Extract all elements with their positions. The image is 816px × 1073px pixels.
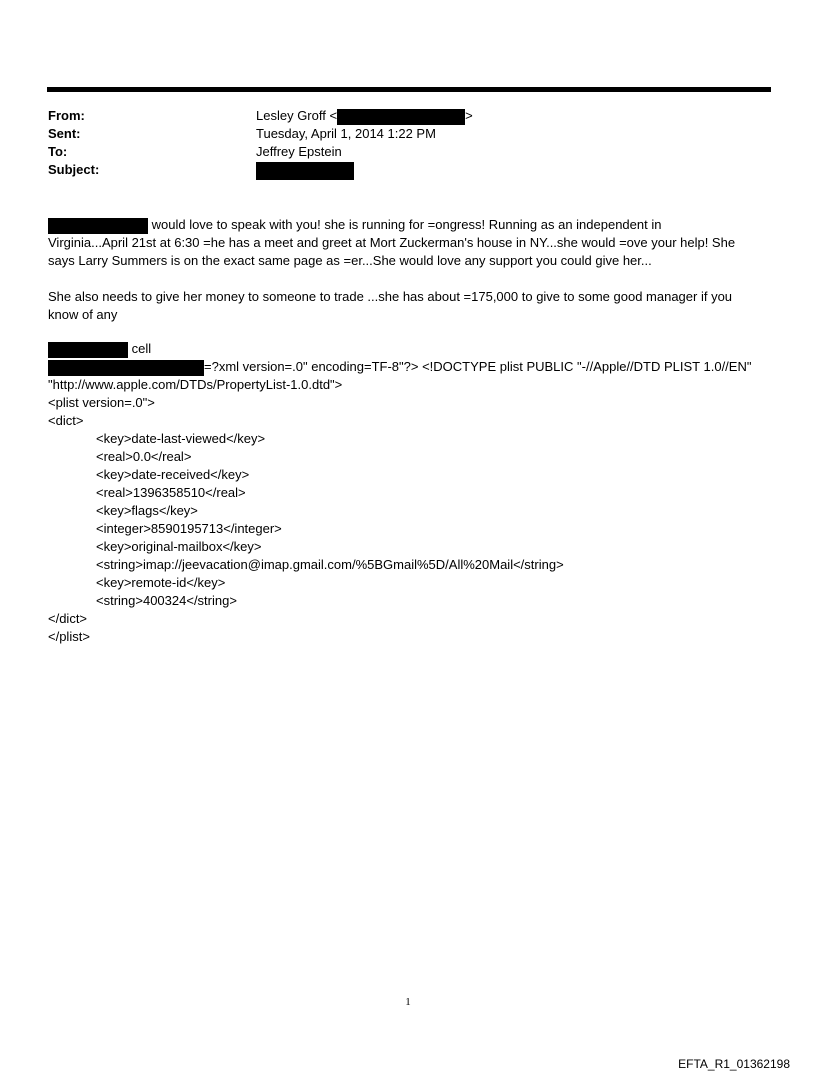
plist-entry: <key>date-last-viewed</key> (96, 431, 266, 446)
plist-entry: <key>original-mailbox</key> (96, 539, 262, 554)
email-body (48, 216, 768, 324)
from-email-redaction (337, 109, 465, 125)
from-value (256, 107, 473, 125)
subject-redaction (256, 162, 354, 180)
from-name: Lesley Groff < (256, 108, 338, 123)
subject-value (256, 161, 354, 180)
email-header (48, 107, 748, 179)
plist-entry: <key>date-received</key> (96, 467, 250, 482)
paragraph-2 (48, 288, 768, 324)
cell-line (48, 340, 778, 358)
plist-entry: <key>remote-id</key> (96, 575, 226, 590)
from-row (48, 107, 748, 125)
header-rule (47, 87, 771, 92)
xml-line1 (48, 358, 778, 376)
p1-line1: would love to speak with you! she is running for =ongress! Running as an independent in (148, 217, 662, 232)
name-redaction (48, 218, 148, 234)
xml-declaration: =?xml version=.0" encoding=TF-8"?> <!DOCTYPE plist PUBLIC "-//Apple//DTD PLIST 1.0//EN" (204, 359, 752, 374)
plist-entry: <string>400324</string> (96, 593, 237, 608)
plist-entry: <key>flags</key> (96, 503, 198, 518)
plist-open: <plist version=.0"> (48, 395, 155, 410)
p2-line1: She also needs to give her money to someone to trade ...she has about =175,000 to give to some good manager if you (48, 289, 733, 304)
cell-redaction (48, 342, 128, 358)
dict-open: <dict> (48, 413, 84, 428)
plist-close: </plist> (48, 629, 90, 644)
p1-line2: Virginia...April 21st at 6:30 =he has a meet and greet at Mort Zuckerman's house in NY...she would =ove your help! She (48, 235, 736, 250)
xml-redaction (48, 360, 204, 376)
sent-row (48, 125, 748, 143)
plist-entry: <integer>8590195713</integer> (96, 521, 282, 536)
plist-entry: <real>0.0</real> (96, 449, 192, 464)
plist-block (48, 340, 778, 646)
paragraph-1 (48, 216, 768, 270)
from-close: > (465, 108, 473, 123)
subject-row (48, 161, 748, 179)
to-value: Jeffrey Epstein (256, 144, 342, 159)
page-number: 1 (405, 996, 411, 1008)
to-row (48, 143, 748, 161)
subject-label: Subject: (48, 162, 100, 177)
sent-value: Tuesday, April 1, 2014 1:22 PM (256, 126, 436, 141)
document-id: EFTA_R1_01362198 (678, 1057, 790, 1071)
xml-line2: "http://www.apple.com/DTDs/PropertyList-1.0.dtd"> (48, 377, 343, 392)
plist-entry: <string>imap://jeevacation@imap.gmail.com/%5BGmail%5D/All%20Mail</string> (96, 557, 564, 572)
p2-line2: know of any (48, 307, 118, 322)
sent-label: Sent: (48, 126, 81, 141)
cell-label: cell (131, 341, 152, 356)
to-label: To: (48, 144, 68, 159)
plist-entry: <real>1396358510</real> (96, 485, 246, 500)
p1-line3: says Larry Summers is on the exact same page as =er...She would love any support you could give her... (48, 253, 652, 268)
dict-close: </dict> (48, 611, 88, 626)
from-label: From: (48, 108, 85, 123)
